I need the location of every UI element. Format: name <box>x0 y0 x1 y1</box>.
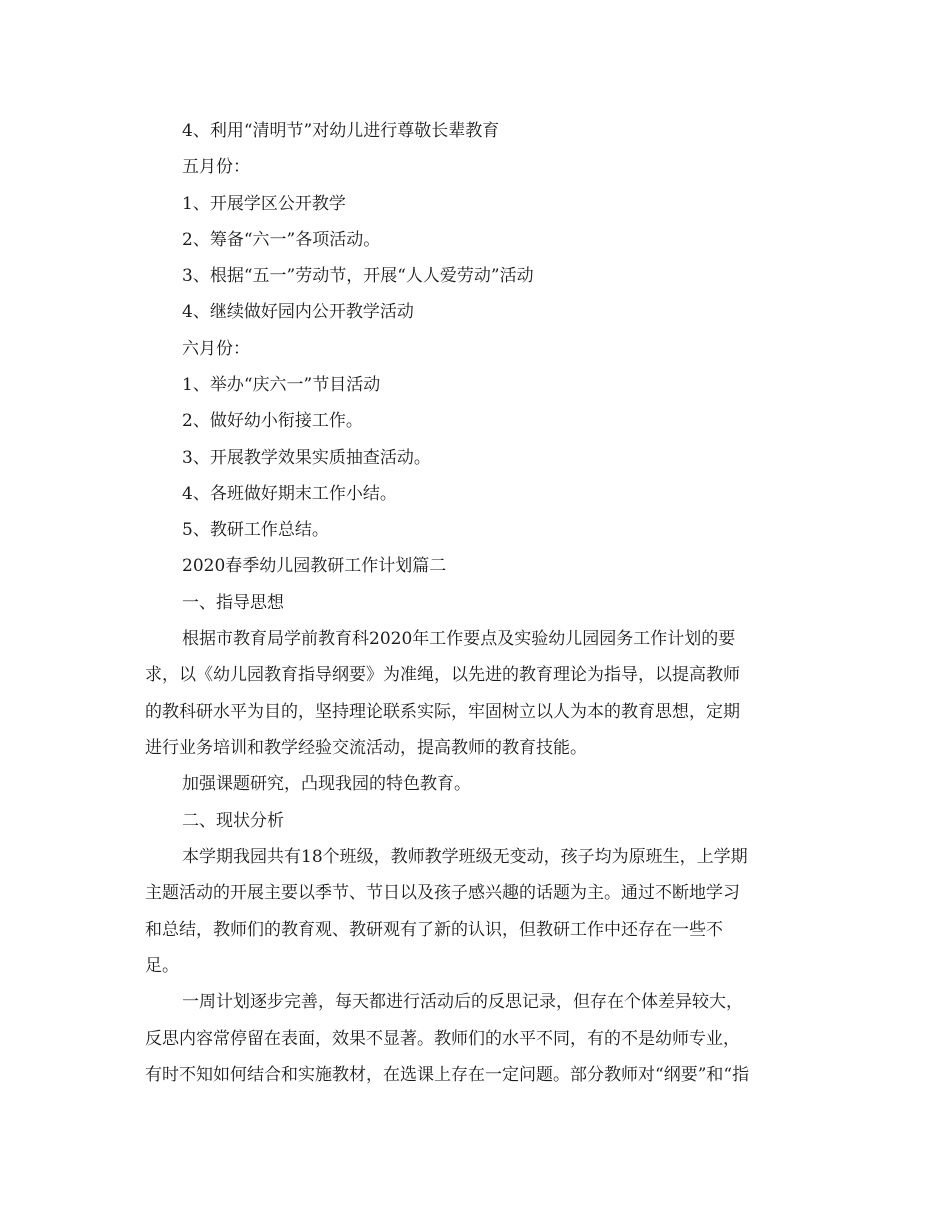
section-heading-guiding-thought: 一、指导思想 <box>182 593 284 613</box>
paragraph-line: 的教科研水平为目的，坚持理论联系实际，牢固树立以人为本的教育思想，定期 <box>145 702 740 722</box>
list-item: 1、举办“庆六一”节目活动 <box>182 375 381 395</box>
paragraph-line: 一周计划逐步完善，每天都进行活动后的反思记录，但存在个体差异较大， <box>182 992 743 1012</box>
paragraph-line: 进行业务培训和教学经验交流活动，提高教师的教育技能。 <box>145 738 587 758</box>
section-heading-june: 六月份： <box>182 339 250 359</box>
section-heading-may: 五月份： <box>182 157 250 177</box>
paragraph-line: 有时不知如何结合和实施教材，在选课上存在一定问题。部分教师对“纲要”和“指 <box>145 1065 750 1085</box>
list-item: 1、开展学区公开教学 <box>182 194 346 214</box>
list-item: 3、根据“五一”劳动节，开展“人人爱劳动”活动 <box>182 266 534 286</box>
section-heading-status-analysis: 二、现状分析 <box>182 811 284 831</box>
paragraph-line: 求，以《幼儿园教育指导纲要》为准绳，以先进的教育理论为指导，以提高教师 <box>145 665 740 685</box>
list-item: 5、教研工作总结。 <box>182 520 329 540</box>
list-item: 2、做好幼小衔接工作。 <box>182 411 363 431</box>
paragraph-line: 和总结，教师们的教育观、教研观有了新的认识，但教研工作中还存在一些不 <box>145 920 723 940</box>
list-item: 4、继续做好园内公开教学活动 <box>182 302 414 322</box>
list-item: 4、利用“清明节”对幼儿进行尊敬长辈教育 <box>182 121 500 141</box>
paragraph-line: 反思内容常停留在表面，效果不显著。教师们的水平不同，有的不是幼师专业， <box>145 1029 740 1049</box>
paragraph-line: 根据市教育局学前教育科2020年工作要点及实验幼儿园园务工作计划的要 <box>182 629 736 649</box>
paragraph-line: 主题活动的开展主要以季节、节日以及孩子感兴趣的话题为主。通过不断地学习 <box>145 883 740 903</box>
paragraph-line: 本学期我园共有18个班级，教师教学班级无变动，孩子均为原班生，上学期 <box>182 847 748 867</box>
list-item: 3、开展教学效果实质抽查活动。 <box>182 448 431 468</box>
document-subtitle: 2020春季幼儿园教研工作计划篇二 <box>182 556 447 576</box>
paragraph-line: 足。 <box>145 956 179 976</box>
list-item: 4、各班做好期末工作小结。 <box>182 484 397 504</box>
list-item: 2、筹备“六一”各项活动。 <box>182 230 381 250</box>
paragraph-line: 加强课题研究，凸现我园的特色教育。 <box>182 774 471 794</box>
